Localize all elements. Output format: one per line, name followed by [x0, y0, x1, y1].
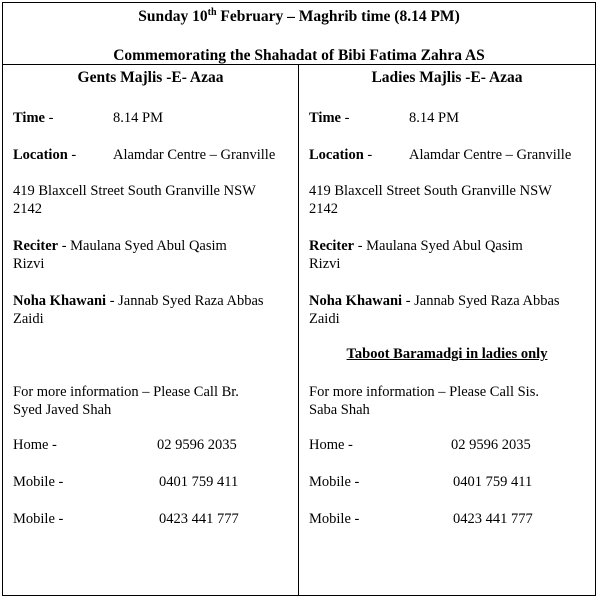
- mobile-label: Mobile -: [309, 511, 360, 527]
- ladies-location-row: [309, 146, 589, 164]
- ladies-column: [299, 65, 595, 595]
- gents-address: [13, 182, 292, 218]
- mobile-number: 0423 441 777: [159, 511, 239, 527]
- mobile-label: Mobile -: [13, 474, 64, 490]
- home-number: 02 9596 2035: [451, 437, 531, 453]
- noha-value: - Jannab Syed Raza Abbas: [106, 293, 264, 309]
- gents-time-row: [13, 109, 292, 127]
- gents-noha: [13, 292, 292, 328]
- home-label: Home -: [309, 437, 353, 453]
- maghrib-time-text: February – Maghrib time (8.14 PM): [216, 8, 460, 25]
- time-label: Time: [13, 110, 45, 126]
- location-label: Location: [13, 147, 68, 163]
- reciter-value: - Maulana Syed Abul Qasim: [58, 238, 227, 254]
- reciter-value: - Maulana Syed Abul Qasim: [354, 238, 523, 254]
- header-cell: [3, 3, 595, 65]
- home-number: 02 9596 2035: [157, 437, 237, 453]
- address-line-2: 2142: [309, 201, 338, 217]
- ladies-reciter: [309, 237, 589, 273]
- location-label: Location: [309, 147, 364, 163]
- event-date-heading: [3, 8, 595, 26]
- noha-value-cont: Zaidi: [309, 311, 340, 327]
- ladies-noha: [309, 292, 589, 328]
- reciter-label: Reciter: [13, 238, 59, 254]
- ladies-address: [309, 182, 589, 218]
- date-text: Sunday 10: [138, 8, 208, 25]
- ladies-time-row: [309, 109, 589, 127]
- location-value: Alamdar Centre – Granville: [409, 147, 572, 163]
- gents-title: Gents Majlis -E- Azaa: [77, 69, 224, 86]
- ladies-mobile-row-2: [309, 510, 589, 528]
- address-line-2: 2142: [13, 201, 42, 217]
- home-label: Home -: [13, 437, 57, 453]
- info-line-1: For more information – Please Call Br.: [13, 384, 239, 400]
- time-separator: -: [340, 110, 350, 126]
- mobile-label: Mobile -: [13, 511, 64, 527]
- gents-mobile-row-2: [13, 510, 292, 528]
- gents-location-row: [13, 146, 292, 164]
- noha-value: - Jannab Syed Raza Abbas: [402, 293, 560, 309]
- gents-home-row: [13, 436, 292, 454]
- noha-label: Noha Khawani: [13, 293, 107, 309]
- gents-mobile-row-1: [13, 473, 292, 491]
- address-line-1: 419 Blaxcell Street South Granville NSW: [13, 183, 256, 199]
- ladies-title: Ladies Majlis -E- Azaa: [371, 69, 523, 86]
- reciter-label: Reciter: [309, 238, 355, 254]
- mobile-number: 0401 759 411: [453, 474, 533, 490]
- info-line-1: For more information – Please Call Sis.: [309, 384, 539, 400]
- time-separator: -: [44, 110, 54, 126]
- commemoration-heading: Commemorating the Shahadat of Bibi Fatima Zahra AS: [113, 47, 485, 64]
- gents-reciter: [13, 237, 292, 273]
- info-contact-name: Saba Shah: [309, 402, 370, 418]
- info-contact-name: Syed Javed Shah: [13, 402, 112, 418]
- noha-label: Noha Khawani: [309, 293, 403, 309]
- location-value: Alamdar Centre – Granville: [113, 147, 276, 163]
- gents-info: [13, 383, 292, 419]
- location-separator: -: [363, 147, 373, 163]
- date-ordinal: th: [207, 6, 217, 18]
- time-value: 8.14 PM: [113, 110, 163, 126]
- gents-column: [3, 65, 299, 595]
- time-value: 8.14 PM: [409, 110, 459, 126]
- notice-table: [2, 2, 596, 596]
- location-separator: -: [67, 147, 77, 163]
- time-label: Time: [309, 110, 341, 126]
- taboot-note: Taboot Baramadgi in ladies only: [346, 346, 548, 362]
- ladies-mobile-row-1: [309, 473, 589, 491]
- address-line-1: 419 Blaxcell Street South Granville NSW: [309, 183, 552, 199]
- mobile-label: Mobile -: [309, 474, 360, 490]
- reciter-value-cont: Rizvi: [309, 256, 341, 272]
- reciter-value-cont: Rizvi: [13, 256, 45, 272]
- ladies-home-row: [309, 436, 589, 454]
- ladies-info: [309, 383, 589, 419]
- mobile-number: 0401 759 411: [159, 474, 239, 490]
- mobile-number: 0423 441 777: [453, 511, 533, 527]
- noha-value-cont: Zaidi: [13, 311, 44, 327]
